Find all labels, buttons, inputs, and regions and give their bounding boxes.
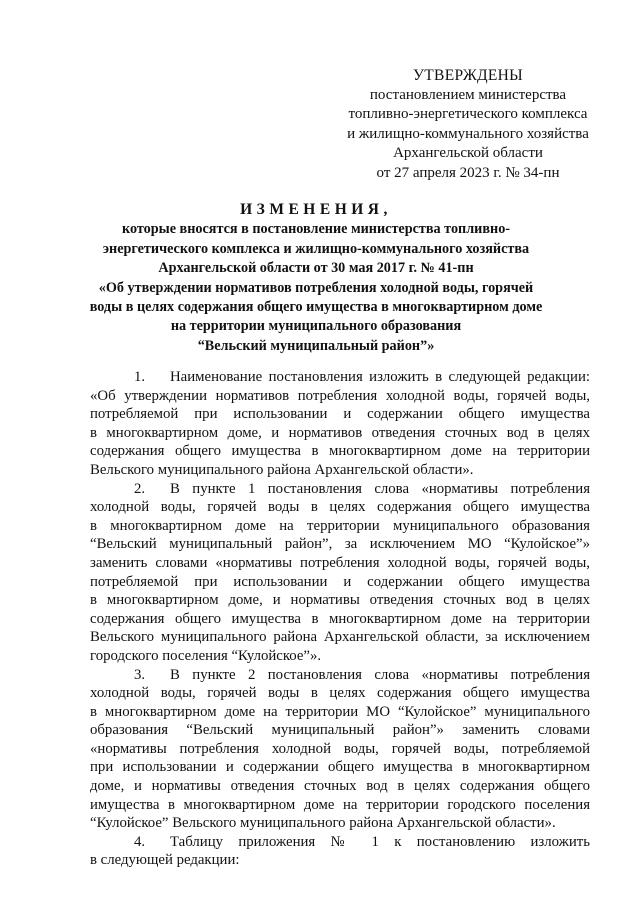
paragraph-text: Наименование постановления изложить в следующей редакции: — [170, 369, 590, 385]
paragraph-number: 3. — [134, 666, 146, 683]
paragraph-line: “Вельский муниципальный район”, за исключением МО “Кулойское”» — [90, 536, 590, 553]
paragraph-line: имущества в многоквартирном доме на территории городского поселения — [90, 796, 590, 813]
paragraph-line — [90, 368, 590, 387]
title-line: на территории муниципального образования — [170, 318, 462, 335]
approval-heading: УТВЕРЖДЕНЫ — [413, 67, 523, 84]
paragraph-2 — [90, 480, 590, 666]
paragraph-line: «нормативы потребления холодной воды, горячей воды, потребляемой — [90, 740, 590, 757]
approval-stamp — [330, 66, 606, 183]
approval-line: постановлением министерства — [369, 86, 567, 103]
paragraph-line: «Об утверждении нормативов потребления холодной воды, горячей воды, — [90, 387, 590, 404]
paragraph-line: потребляемой при использовании и содержании общего имущества — [90, 573, 590, 590]
approval-line: от 27 апреля 2023 г. № 34-пн — [376, 164, 560, 181]
paragraph-text: В пункте 2 постановления слова «нормативы потребления — [170, 666, 590, 683]
title-line: энергетического комплекса и жилищно-коммунального хозяйства — [102, 240, 530, 257]
paragraph-line: при использовании и содержании общего имущества в многоквартирном — [90, 759, 590, 776]
paragraph-line: содержания общего имущества в многоквартирном доме на территории — [90, 443, 590, 460]
title-line: «Об утверждении нормативов потребления холодной воды, горячей — [98, 279, 534, 296]
document-title — [82, 200, 550, 356]
paragraph-4 — [90, 833, 590, 870]
paragraph-line: Вельского муниципального района Архангельской области, за исключением — [90, 629, 590, 646]
paragraph-line: “Кулойское” Вельского муниципального района Архангельской области». — [90, 815, 556, 832]
approval-line: топливно-энергетического комплекса — [348, 106, 588, 122]
paragraph-number: 2. — [134, 480, 146, 497]
approval-line: и жилищно-коммунального хозяйства — [347, 125, 589, 142]
paragraph-line: доме, и нормативы отведения сточных вод в целях содержания общего — [90, 778, 590, 795]
paragraph-line: в многоквартирном доме, и нормативов отведения сточных вод в целях — [90, 424, 590, 441]
title-line: которые вносятся в постановление министерства топливно- — [121, 221, 511, 238]
paragraph-line: заменить словами «нормативы потребления холодной воды, горячей воды, — [90, 554, 590, 571]
title-line: Архангельской области от 30 мая 2017 г. № 41-пн — [158, 260, 474, 277]
paragraph-number: 4. — [134, 833, 146, 850]
paragraph-line: в следующей редакции: — [90, 852, 240, 869]
title-heading: ИЗМЕНЕНИЯ, — [240, 201, 392, 218]
paragraph-line: образования “Вельский муниципальный район”» заменить словами — [90, 722, 590, 739]
paragraph-line: в многоквартирном доме на территории муниципального образования — [90, 517, 590, 534]
paragraph-line: в многоквартирном доме на территории МО “Кулойское” муниципального — [90, 703, 590, 720]
title-line: “Вельский муниципальный район”» — [197, 337, 435, 354]
document-body — [90, 368, 590, 870]
paragraph-line: содержания общего имущества в многоквартирном доме на территории — [90, 610, 590, 627]
paragraph-1 — [90, 368, 590, 480]
paragraph-text: В пункте 1 постановления слова «нормативы потребления — [170, 480, 590, 497]
paragraph-text: Таблицу приложения № 1 к постановлению изложить — [170, 833, 590, 850]
paragraph-line — [90, 833, 590, 852]
paragraph-line: потребляемой при использовании и содержании общего имущества — [90, 406, 590, 423]
paragraph-line — [90, 480, 590, 499]
approval-line: Архангельской области — [393, 145, 543, 161]
paragraph-line: холодной воды, горячей воды в целях содержания общего имущества — [90, 499, 590, 516]
title-line: воды в целях содержания общего имущества в многоквартирном доме — [89, 299, 543, 316]
paragraph-line: в многоквартирном доме, и нормативы отведения сточных вод в целях — [90, 592, 590, 609]
paragraph-line: холодной воды, горячей воды в целях содержания общего имущества — [90, 685, 590, 702]
paragraph-number: 1. — [134, 369, 146, 385]
paragraph-line: Вельского муниципального района Архангельской области». — [90, 461, 474, 478]
paragraph-3 — [90, 666, 590, 833]
paragraph-line — [90, 666, 590, 685]
paragraph-line: городского поселения “Кулойское”». — [90, 647, 322, 664]
